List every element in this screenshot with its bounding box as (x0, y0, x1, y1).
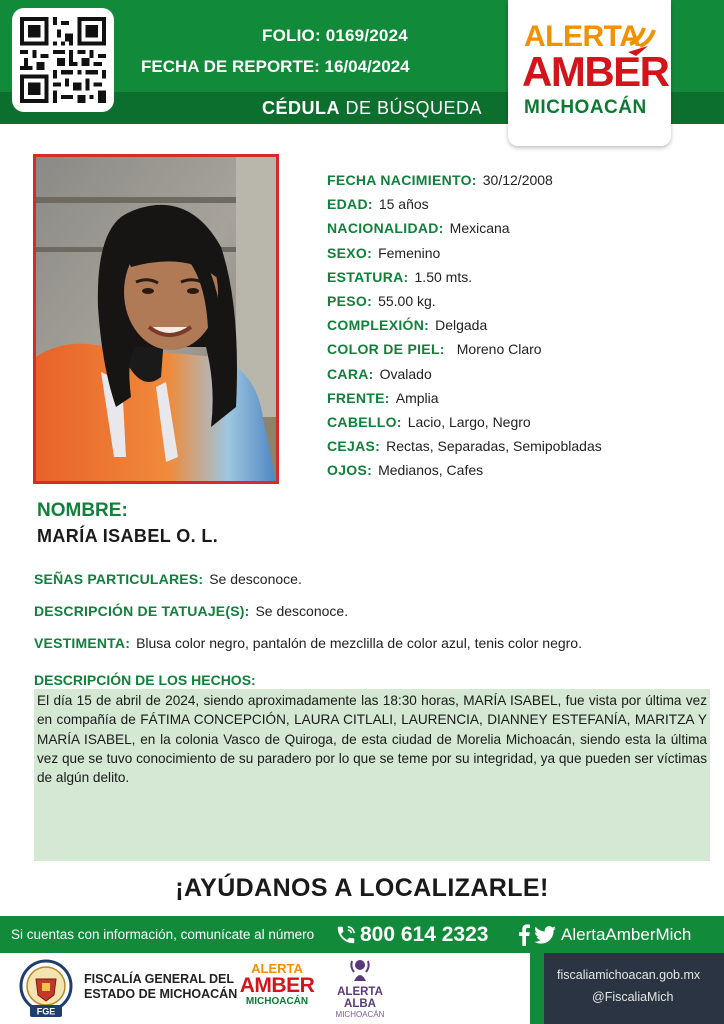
field-label: CABELLO: (327, 413, 402, 430)
field-sexo (327, 245, 602, 269)
field-value: 15 años (378, 196, 429, 213)
field-cara (327, 366, 602, 390)
field-estatura (327, 269, 602, 293)
field-frente (327, 390, 602, 414)
field-label: EDAD: (327, 196, 373, 213)
hechos-label: DESCRIPCIÓN DE LOS HECHOS: (34, 672, 256, 688)
alerta-amber-small-logo (236, 961, 318, 1019)
call-to-action: ¡AYÚDANOS A LOCALIZARLE! (175, 874, 549, 902)
logo-michoacan-text: MICHOACÁN (524, 97, 647, 118)
document-title-rest: DE BÚSQUEDA (340, 98, 483, 118)
website-link[interactable]: fiscaliamichoacan.gob.mx (557, 968, 701, 982)
folio-number: FOLIO: 0169/2024 (262, 26, 408, 45)
small-logo-michoacan: MICHOACÁN (245, 996, 309, 1007)
field-value: Femenino (378, 244, 441, 261)
social-handle[interactable]: AlertaAmberMich (561, 925, 692, 944)
field-fecha-nacimiento (327, 172, 602, 196)
fge-seal-icon (18, 959, 74, 1019)
field-cejas (327, 438, 602, 462)
field-label: ESTATURA: (327, 268, 409, 285)
field-value: Amplia (395, 389, 439, 406)
fge-line2: ESTADO DE MICHOACÁN (84, 987, 238, 1001)
document-title (262, 98, 482, 119)
field-label: FECHA NACIMIENTO: (327, 172, 477, 188)
field-edad (327, 196, 602, 220)
field-label: CEJAS: (327, 438, 381, 455)
document-title-bold: CÉDULA (262, 98, 340, 118)
field-color-piel (327, 341, 602, 365)
facebook-icon[interactable] (517, 924, 531, 946)
alba-line1: ALERTA (337, 986, 383, 998)
vestimenta (34, 635, 582, 651)
field-complexion (327, 317, 602, 341)
field-label: OJOS: (327, 462, 373, 479)
field-value: Delgada (435, 317, 488, 334)
small-logo-amber: AMBER (239, 974, 315, 997)
hechos-description: El día 15 de abril de 2024, siendo aproximadamente las 18:30 horas, MARÍA ISABEL, fue vista por última vez en compañía de FÁTIMA CONCEPCIÓN, LAURA CITLALI, LAURENCIA, DIANNEY ESTEFANÍA, MARITZA Y MARÍA ISABEL, en la colonia Vasco de Quiroga, de esta ciudad de Morelia Michoacán, siendo esta la última vez que se tuvo conocimiento de su paradero por lo que se teme por su integridad, ya que pueden ser víctimas de algún delito. (34, 689, 710, 861)
field-value: Ovalado (379, 365, 432, 382)
alerta-alba-logo (330, 957, 390, 1021)
qr-code-icon[interactable] (12, 8, 114, 112)
social-link[interactable]: @FiscaliaMich (592, 990, 674, 1004)
tatuajes-value: Se desconoce. (255, 603, 349, 619)
footer-green-stripe (530, 953, 544, 1024)
field-label: NACIONALIDAD: (327, 220, 444, 237)
physical-description-list (327, 172, 602, 486)
fge-seal-label: FGE (36, 1006, 56, 1017)
logo-amber-text: AMBER (522, 48, 669, 95)
fge-line1: FISCALÍA GENERAL DEL (84, 972, 235, 986)
nombre-value: MARÍA ISABEL O. L. (37, 526, 219, 546)
tatuajes-label: DESCRIPCIÓN DE TATUAJE(S): (34, 603, 250, 619)
field-nacionalidad (327, 220, 602, 244)
twitter-icon[interactable] (534, 926, 556, 944)
contact-text: Si cuentas con información, comunícate al número (11, 927, 315, 942)
field-label: CARA: (327, 365, 374, 382)
field-value: 30/12/2008 (482, 172, 553, 188)
vestimenta-value: Blusa color negro, pantalón de mezclilla de color azul, tenis color negro. (136, 635, 582, 651)
alba-figure-icon (346, 957, 374, 981)
alerta-amber-logo (508, 0, 671, 146)
field-value: 1.50 mts. (414, 268, 473, 285)
footer-web-panel (544, 953, 724, 1024)
field-peso (327, 293, 602, 317)
small-logo-alerta: ALERTA (251, 961, 303, 976)
field-label: COMPLEXIÓN: (327, 317, 430, 334)
missing-person-photo (33, 154, 279, 484)
report-date: FECHA DE REPORTE: 16/04/2024 (141, 57, 410, 76)
vestimenta-label: VESTIMENTA: (34, 635, 131, 651)
phone-icon (335, 924, 357, 946)
field-label: COLOR DE PIEL: (327, 341, 445, 358)
field-value: Medianos, Cafes (378, 462, 484, 479)
field-label: PESO: (327, 292, 373, 309)
nombre-label: NOMBRE: (37, 500, 128, 521)
phone-number[interactable]: 800 614 2323 (360, 923, 489, 946)
field-value: Rectas, Separadas, Semipobladas (386, 438, 602, 455)
logo-alerta-text: ALERTA (524, 20, 641, 53)
field-cabello (327, 414, 602, 438)
alba-line3: MICHOACÁN (335, 1010, 385, 1019)
footer (0, 953, 724, 1024)
alba-line2: ALBA (344, 998, 376, 1010)
field-value: Mexicana (449, 220, 510, 237)
field-value: Lacio, Largo, Negro (407, 413, 531, 430)
field-ojos (327, 462, 602, 486)
field-label: SEXO: (327, 244, 373, 261)
senas-value: Se desconoce. (209, 571, 302, 587)
contact-bar (0, 916, 724, 953)
field-value: 55.00 kg. (378, 292, 436, 309)
fge-name (84, 972, 237, 1002)
senas-label: SEÑAS PARTICULARES: (34, 571, 204, 587)
field-value: Moreno Claro (456, 341, 542, 358)
senas-particulares (34, 571, 302, 587)
field-label: FRENTE: (327, 389, 390, 406)
tatuajes (34, 603, 348, 619)
